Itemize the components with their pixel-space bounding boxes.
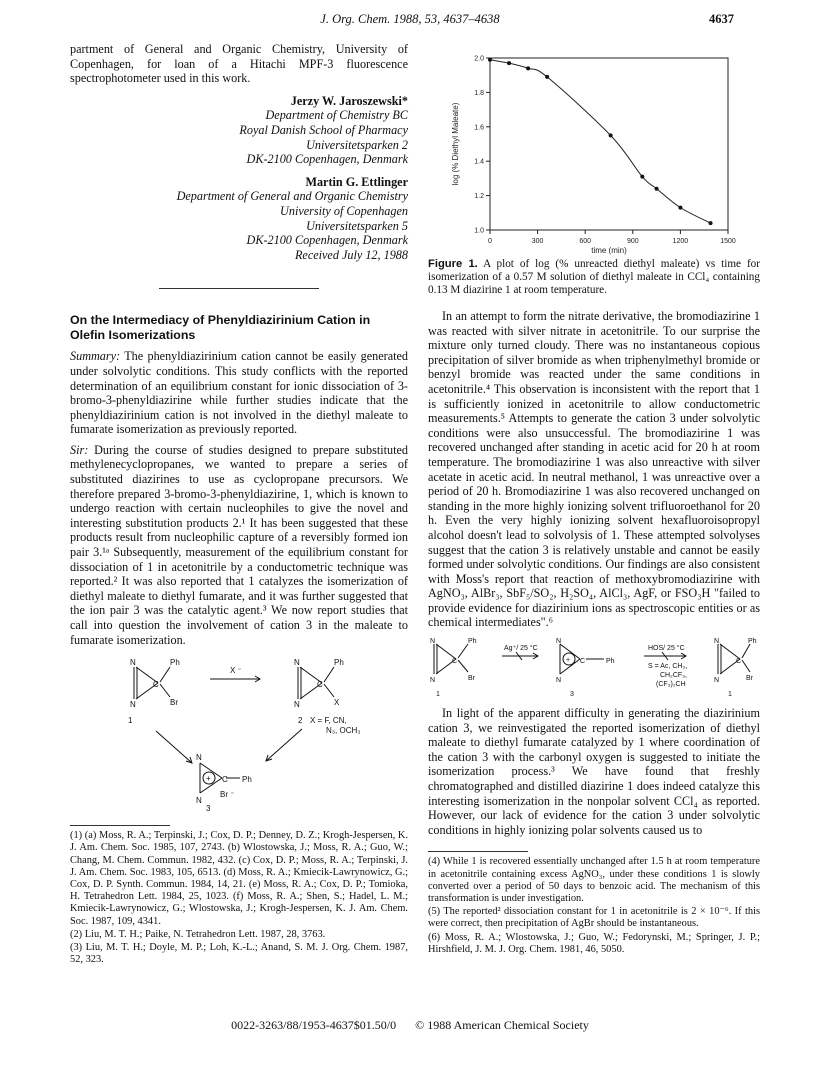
scheme1-n2-bottom: N	[294, 700, 300, 710]
affiliation-2: Department of General and Organic Chemistry University of Copenhagen Universitetsparken 5 DK-2100 Copenhagen, Denmark	[176, 189, 408, 248]
scheme2-plus: +	[566, 657, 571, 665]
data-point	[488, 58, 492, 62]
data-point	[709, 221, 713, 225]
summary-text: The phenyldiazirinium cation cannot be easily generated under solvolytic conditions. This study conflicts with the reported determination of an equilibrium constant for ionic dissociation of 3-bromo-3-phenyldiazirine while further studies indicate that the phenyldiazirinium cation is not involved in the diethyl maleate to fumarate isomerization as previously reported.	[70, 349, 408, 437]
scheme2-s-def: S = Ac, CH₃,	[648, 663, 688, 671]
y-axis-label: log (% Diethyl Maleate)	[451, 102, 460, 186]
footnote-5: (5) The reported² dissociation constant for 1 in acetonitrile is 2 × 10⁻⁶. If this were correct, then precipitation of AgBr should be instantaneous.	[428, 906, 760, 930]
section-separator	[159, 288, 319, 289]
sir-text: During the course of studies designed to prepare substituted methylenecyclopropanes, we wanted to prepare a series of substituted diazirines to use as cyclopropane precursors. We therefore prepared 3-bromo-3-phenyldiazirine, 1, which is known to undergo reaction with certain nucleophiles to give the novel and interesting substitution products 2.¹ It has been suggested that these products result from nucleophilic capture of a reversibly formed ion pair 3.¹ᵃ Subsequently, measurement of the equilibrium constant for dissociation of 1 in acetonitrile by a conductometric technique was reported.² It was also reported that 1 catalyzes the isomerization of diethyl maleate to diethyl fumarate, and it was further suggested that the ion pair 3 was the catalytic agent.³ We now report studies that call into question the involvement of cation 3 in the maleate to fumarate isomerization.	[70, 442, 408, 647]
y-tick-label: 1.6	[474, 124, 484, 132]
author-2: Martin G. Ettlinger	[305, 174, 408, 189]
scheme2-ph1b: Ph	[748, 638, 757, 646]
y-tick-label: 2.0	[474, 55, 484, 63]
scheme1-label-3: 3	[206, 804, 211, 814]
scheme2-s-def2: CH₂CF₃,	[660, 672, 687, 680]
scheme2-c: C	[452, 658, 458, 666]
data-point	[545, 75, 549, 79]
scheme2-hos-condition: HOS/ 25 °C	[648, 645, 685, 653]
scheme-2-drawing	[428, 636, 760, 700]
x-tick-label: 0	[488, 238, 492, 245]
left-footnotes	[70, 830, 408, 966]
page-number: 4637	[709, 12, 734, 26]
footnote-4: (4) While 1 is recovered essentially unchanged after 1.5 h at room temperature in acetonitrile containing excess AgNO₃, under these conditions 1 is slowly converted over a period of 50 days to benzoic acid. The mechanism of this transformation is under investigation.	[428, 856, 760, 905]
journal-citation: J. Org. Chem. 1988, 53, 4637–4638	[320, 12, 500, 26]
sir-paragraph	[70, 443, 408, 647]
scheme1-n-top: N	[130, 658, 136, 668]
scheme1-c: C	[153, 680, 159, 690]
scheme1-label-2: 2	[298, 716, 303, 726]
scheme1-n3-top: N	[196, 753, 202, 763]
scheme2-s-def3: (CF₃)₂CH	[656, 681, 686, 689]
scheme2-n3-bottom: N	[556, 677, 562, 685]
scheme1-br: Br	[170, 698, 178, 708]
x-tick-label: 1200	[672, 238, 689, 245]
x-tick-label: 1500	[720, 238, 736, 245]
scheme2-ph3: Ph	[606, 658, 615, 666]
scheme2-n3-top: N	[556, 638, 562, 646]
scheme1-x: X	[334, 698, 340, 708]
scheme2-n1b-bottom: N	[714, 677, 720, 685]
footnote-rule-right	[428, 851, 528, 852]
sir-label: Sir:	[70, 442, 89, 457]
scheme1-x-minus: X ⁻	[230, 666, 242, 676]
page-footer	[0, 1018, 820, 1033]
scheme2-c1b: C	[736, 658, 742, 666]
scheme1-c2: C	[317, 680, 323, 690]
data-point	[640, 175, 644, 179]
figure-1-caption	[428, 258, 760, 297]
x-tick-label: 600	[579, 238, 592, 245]
x-axis-label: time (min)	[591, 246, 627, 255]
data-point	[526, 66, 530, 70]
right-paragraph-2: In light of the apparent difficulty in generating the diazirinium cation 3, we reinvestigated the reported isomerization of diethyl maleate to diethyl fumarate catalyzed by 1 where coordination of the cation 3 with the carbonyl oxygen is suggested to initiate the isomerization process.³ We have found that freshly chromatographed and distilled diazirine 1 does indeed catalyze this interesting isomerization in the nonpolar solvent CCl₄ as reported. However, our lack of evidence for the cation 3 under solvolytic conditions in highly ionizing polar solvents caused us to	[428, 706, 760, 837]
right-paragraph-1: In an attempt to form the nitrate derivative, the bromodiazirine 1 was reacted with silver nitrate in acetonitrile. To our surprise the mixture only turned cloudy. There was no instantaneous copious precipitation of silver bromide as when triphenylmethyl bromide or benzyl bromide was reacted under the same conditions in acetonitrile.⁴ This observation is inconsistent with the report that 1 is sufficiently ionized in acetonitrile to allow conductometric measurements.⁵ Attempts to generate the cation 3 under solvolytic conditions were also unsuccessful. The bromodiazirine 1 was recovered unchanged after standing in acetic acid for 20 h at room temperature. The bromodiazirine 1 was also unreactive with silver acetate in acetic acid. In neutral methanol, 1 was unreactive over a period of 20 h. Bromodiazirine 1 was also recovered unchanged on standing in the more highly ionizing solvent trifluoroethanol for 20 h. Even the very highly ionizing solvent hexafluoroisopropyl alcohol doesn't lead to solvolysis of 1. These attempted solvolyses suggest that the cation 3 is relatively unstable and cannot be easily formed under solvolytic conditions. Our findings are also consistent with Moss's report that reaction of methoxybromodiazirine with AgNO₃, AlBr₃, SbF₅/SO₂, H₂SO₄, AlCl₃, AgF, or FSO₃H "failed to provide evidence for diazirinium ions as spectroscopic entities or as chemical intermediates".⁶	[428, 309, 760, 630]
acknowledgment-text: partment of General and Organic Chemistry, University of Copenhagen, for loan of a Hitachi MPF-3 fluorescence spectrophotometer used in this work.	[70, 42, 408, 86]
author-1: Jerzy W. Jaroszewski*	[290, 93, 408, 108]
scheme2-n1b-top: N	[714, 638, 720, 646]
scheme1-plus: +	[206, 774, 211, 784]
scheme1-label-1: 1	[128, 716, 133, 726]
footnote-2: (2) Liu, M. T. H.; Paike, N. Tetrahedron Lett. 1987, 28, 3763.	[70, 928, 326, 940]
article-code: 0022-3263/88/1953-4637$01.50/0	[231, 1018, 397, 1032]
scheme-1-drawing	[70, 655, 408, 813]
scheme1-n3-bottom: N	[196, 796, 202, 806]
received-date: Received July 12, 1988	[294, 247, 408, 262]
scheme2-ag-condition: Ag⁺/ 25 °C	[504, 645, 538, 653]
scheme1-ph3: Ph	[242, 775, 252, 785]
reaction-scheme-1	[70, 655, 408, 813]
scheme1-n2-top: N	[294, 658, 300, 668]
figure-1-chart	[428, 42, 760, 256]
x-tick-label: 300	[531, 238, 544, 245]
data-point	[609, 133, 613, 137]
y-tick-label: 1.0	[474, 227, 484, 235]
footnote-3: (3) Liu, M. T. H.; Doyle, M. P.; Loh, K.-L.; Anand, S. M. J. Org. Chem. 1987, 52, 323.	[70, 942, 408, 966]
scheme2-label-1: 1	[436, 691, 440, 699]
page-header	[0, 12, 820, 30]
footnote-6: (6) Moss, R. A.; Wlostowska, J.; Guo, W.; Fedorynski, M.; Springer, J. P.; Hirshfield, J. M. J. Org. Chem. 1981, 46, 5050.	[428, 931, 760, 955]
scheme2-n-bottom: N	[430, 677, 436, 685]
scheme1-x-def: X = F, CN,	[310, 716, 347, 726]
plot-frame	[490, 58, 728, 230]
affiliation-1: Department of Chemistry BC Royal Danish School of Pharmacy Universitetsparken 2 DK-2100 Copenhagen, Denmark	[239, 108, 408, 167]
scheme2-label-1b: 1	[728, 691, 732, 699]
data-point	[678, 206, 682, 210]
x-tick-label: 900	[626, 238, 639, 245]
scheme2-br1b: Br	[746, 675, 753, 683]
summary-paragraph	[70, 349, 408, 437]
right-column	[428, 42, 760, 957]
scheme1-ph2: Ph	[334, 658, 344, 668]
scheme1-x-def2: N₃, OCH₃	[326, 726, 361, 736]
reaction-scheme-2	[428, 636, 760, 700]
y-tick-label: 1.8	[474, 89, 484, 97]
scheme1-br-minus: Br ⁻	[220, 790, 235, 800]
scheme2-label-3: 3	[570, 691, 574, 699]
right-footnotes	[428, 856, 760, 956]
y-tick-label: 1.4	[474, 158, 484, 166]
scheme2-br: Br	[468, 675, 475, 683]
summary-label: Summary:	[70, 349, 121, 364]
footnote-rule	[70, 825, 170, 826]
scheme2-c3: C	[580, 658, 586, 666]
left-column	[70, 42, 408, 967]
data-point	[655, 187, 659, 191]
scheme1-ph: Ph	[170, 658, 180, 668]
footnote-1: (1) (a) Moss, R. A.; Terpinski, J.; Cox, D. P.; Denney, D. Z.; Krogh-Jespersen, K. J. Am. Chem. Soc. 1985, 107, 2743. (b) Wlostowska, J.; Moss, R. A.; Guo, W.; Chang, M. Chem. Commun. 1982, 432. (c) Cox, D. P.; Moss, R. A.; Terpinski, J. J. Am. Chem. Soc. 1983, 105, 6513. (d) Moss, R. A.; Kmiecik-Lawrynowicz, G.; Cox, D. P. Synth. Commun. 1984, 14, 21. (e) Moss, R. A.; Cox, D. P.; Tomioka, H. Tetrahedron Lett. 1984, 25, 1023. (f) Moss, R. A.; Shen, S.; Hadel, L. M.; Kmiecik-Lawrynowicz, G.; Wlostowska, J.; Krogh-Jespersen, K. J. Am. Chem. Soc. 1987, 109, 4341.	[70, 830, 408, 927]
scheme1-n-bottom: N	[130, 700, 136, 710]
data-point	[507, 61, 511, 65]
article-title: On the Intermediacy of Phenyldiazirinium Cation in Olefin Isomerizations	[70, 313, 371, 343]
figure-label: Figure 1.	[428, 258, 478, 270]
copyright: © 1988 American Chemical Society	[415, 1018, 589, 1032]
series-line	[490, 60, 711, 223]
figure-caption-text: A plot of log (% unreacted diethyl maleate) vs time for isomerization of a 0.57 M solution of diethyl maleate in CCl₄ containing 0.13 M diazirine 1 at room temperature.	[428, 258, 761, 296]
chart-svg	[428, 42, 760, 256]
y-tick-label: 1.2	[474, 193, 484, 201]
scheme1-c3: C	[222, 775, 228, 785]
scheme2-n-top: N	[430, 638, 436, 646]
scheme2-ph: Ph	[468, 638, 477, 646]
